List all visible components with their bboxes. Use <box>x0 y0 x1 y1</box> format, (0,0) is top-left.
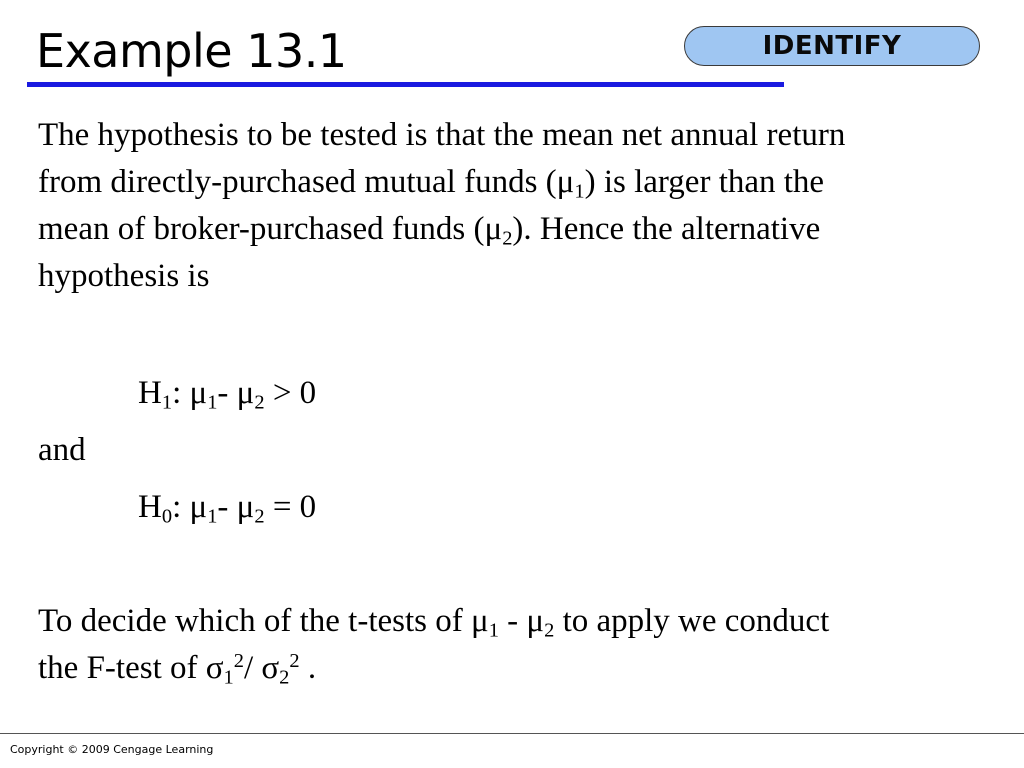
identify-badge-label: IDENTIFY <box>762 31 902 61</box>
subscript: 1 <box>223 666 234 689</box>
text-run: ). Hence the alternative <box>512 211 821 247</box>
title-underline <box>27 82 784 87</box>
copyright-footer: Copyright © 2009 Cengage Learning <box>10 743 214 756</box>
footer-divider <box>0 733 1024 734</box>
subscript: 1 <box>207 391 218 414</box>
text-run: to apply we conduct <box>554 603 830 639</box>
and-text: and <box>38 432 86 468</box>
text-run: : μ <box>172 375 208 411</box>
f-test-paragraph <box>38 598 829 692</box>
subscript: 1 <box>161 391 173 414</box>
superscript: 2 <box>233 649 244 672</box>
superscript: 2 <box>289 649 300 672</box>
text-run: . <box>299 650 317 686</box>
paragraph-line <box>38 206 845 253</box>
text-run: the F-test of σ <box>38 650 224 686</box>
paragraph-line <box>38 598 829 645</box>
text-run: H <box>138 375 162 411</box>
alternative-hypothesis-equation <box>138 370 316 417</box>
null-hypothesis-equation <box>138 484 316 531</box>
subscript: 2 <box>544 619 555 642</box>
text-run: - μ <box>498 603 545 639</box>
text-run: = 0 <box>264 489 317 525</box>
text-run: To decide which of the t-tests of μ <box>38 603 489 639</box>
text-run: H <box>138 489 162 525</box>
subscript: 0 <box>161 505 173 528</box>
hypothesis-paragraph <box>38 112 845 300</box>
subscript: 2 <box>279 666 290 689</box>
text-run: - μ <box>217 489 255 525</box>
identify-badge <box>684 26 980 66</box>
text-run: mean of broker-purchased funds (μ <box>38 211 503 247</box>
slide-title: Example 13.1 <box>36 24 347 78</box>
text-run: from directly-purchased mutual funds (μ <box>38 164 575 200</box>
subscript: 1 <box>574 180 585 203</box>
text-run: / σ <box>243 650 280 686</box>
subscript: 2 <box>502 227 513 250</box>
subscript: 1 <box>488 619 499 642</box>
subscript: 2 <box>254 505 265 528</box>
text-run: - μ <box>217 375 255 411</box>
paragraph-line: The hypothesis to be tested is that the mean net annual return <box>38 117 846 153</box>
text-run: : μ <box>172 489 208 525</box>
subscript: 1 <box>207 505 218 528</box>
subscript: 2 <box>254 391 265 414</box>
text-run: ) is larger than the <box>584 164 825 200</box>
paragraph-line <box>38 159 845 206</box>
text-run: > 0 <box>264 375 317 411</box>
paragraph-line: hypothesis is <box>38 258 210 294</box>
paragraph-line <box>38 645 829 692</box>
